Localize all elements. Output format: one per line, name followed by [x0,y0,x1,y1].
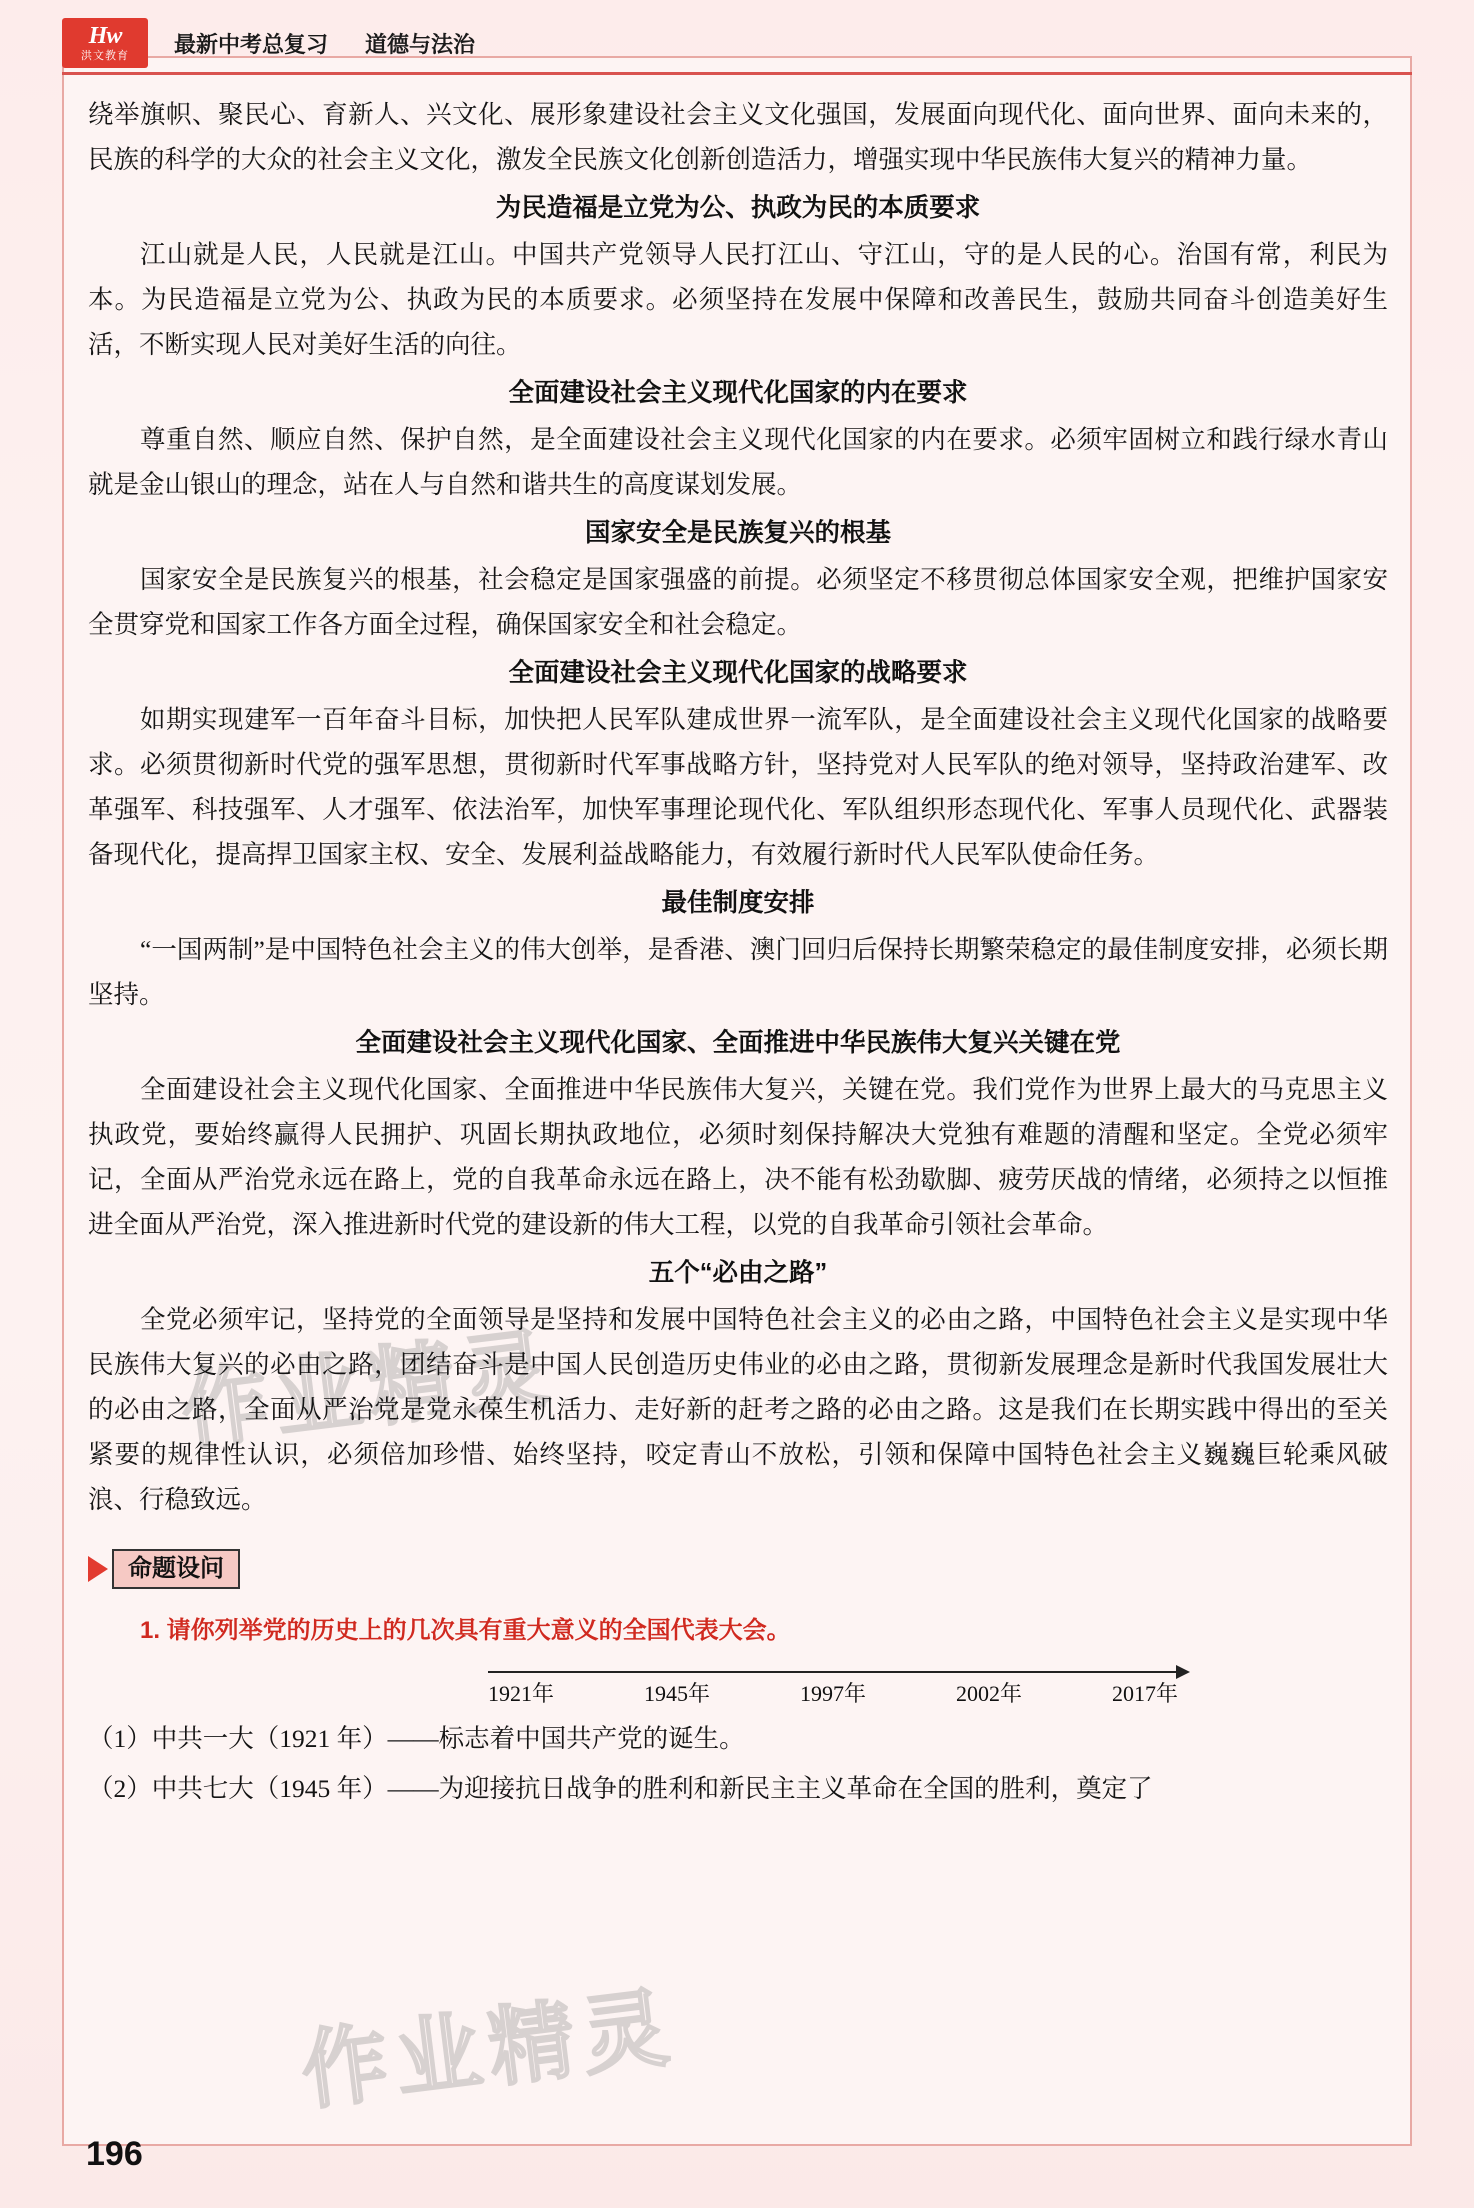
logo-main-text: Hw [88,23,122,49]
timeline-arrow-icon [1176,1665,1190,1679]
section-heading-3: 全面建设社会主义现代化国家的战略要求 [508,659,968,687]
timeline-axis [488,1671,1178,1673]
section-heading-1: 全面建设社会主义现代化国家的内在要求 [508,379,968,407]
page-content [88,92,1388,1811]
timeline [88,1653,1388,1711]
timeline-labels [488,1677,1178,1708]
section-heading-4: 最佳制度安排 [661,889,815,917]
publisher-logo [62,18,148,68]
section-text-4: “一国两制”是中国特色社会主义的伟大创举，是香港、澳门回归后保持长期繁荣稳定的最佳制度安排，必须长期坚持。 [88,935,1388,1009]
question-banner [88,1548,1388,1590]
section-heading-0: 为民造福是立党为公、执政为民的本质要求 [495,194,981,222]
header-title [174,28,475,59]
question-text: 1. 请你列举党的历史上的几次具有重大意义的全国代表大会。 [140,1617,791,1644]
header-title-left: 最新中考总复习 [174,31,329,57]
section-text-2: 国家安全是民族复兴的根基，社会稳定是国家强盛的前提。必须坚定不移贯彻总体国家安全观，把维护国家安全贯穿党和国家工作各方面全过程，确保国家安全和社会稳定。 [88,565,1388,639]
page-number: 196 [86,2135,143,2173]
answer-item-0: （1）中共一大（1921 年）——标志着中国共产党的诞生。 [88,1724,745,1753]
timeline-label-2: 1997年 [799,1681,866,1706]
section-text-1: 尊重自然、顺应自然、保护自然，是全面建设社会主义现代化国家的内在要求。必须牢固树立和践行绿水青山就是金山银山的理念，站在人与自然和谐共生的高度谋划发展。 [88,425,1388,499]
intro-paragraph: 绕举旗帜、聚民心、育新人、兴文化、展形象建设社会主义文化强国，发展面向现代化、面向世界、面向未来的，民族的科学的大众的社会主义文化，激发全民族文化创新创造活力，增强实现中华民族伟大复兴的精神力量。 [88,100,1388,174]
section-text-3: 如期实现建军一百年奋斗目标，加快把人民军队建成世界一流军队，是全面建设社会主义现代化国家的战略要求。必须贯彻新时代党的强军思想，贯彻新时代军事战略方针，坚持党对人民军队的绝对领导，坚持政治建军、改革强军、科技强军、人才强军、依法治军，加快军事理论现代化、军队组织形态现代化、军事人员现代化、武器装备现代化，提高捍卫国家主权、安全、发展利益战略能力，有效履行新时代人民军队使命任务。 [88,705,1388,869]
section-heading-2: 国家安全是民族复兴的根基 [584,519,891,547]
logo-sub-text: 洪文教育 [81,50,129,62]
timeline-label-4: 2017年 [1111,1681,1178,1706]
timeline-label-3: 2002年 [955,1681,1022,1706]
header-title-right: 道德与法治 [365,31,476,57]
timeline-label-1: 1945年 [643,1681,710,1706]
question-banner-label: 命题设问 [112,1549,240,1589]
answer-item-1: （2）中共七大（1945 年）——为迎接抗日战争的胜利和新民主主义革命在全国的胜利，奠定了 [88,1774,1153,1803]
page-header [62,14,1412,72]
header-divider [62,72,1412,75]
arrow-icon [88,1556,108,1582]
timeline-label-0: 1921年 [488,1681,555,1706]
section-heading-5: 全面建设社会主义现代化国家、全面推进中华民族伟大复兴关键在党 [355,1029,1121,1057]
section-text-6: 全党必须牢记，坚持党的全面领导是坚持和发展中国特色社会主义的必由之路，中国特色社会主义是实现中华民族伟大复兴的必由之路，团结奋斗是中国人民创造历史伟业的必由之路，贯彻新发展理念是新时代我国发展壮大的必由之路，全面从严治党是党永葆生机活力、走好新的赶考之路的必由之路。这是我们在长期实践中得出的至关紧要的规律性认识，必须倍加珍惜、始终坚持，咬定青山不放松，引领和保障中国特色社会主义巍巍巨轮乘风破浪、行稳致远。 [88,1305,1388,1514]
section-text-0: 江山就是人民，人民就是江山。中国共产党领导人民打江山、守江山，守的是人民的心。治国有常，利民为本。为民造福是立党为公、执政为民的本质要求。必须坚持在发展中保障和改善民生，鼓励共同奋斗创造美好生活，不断实现人民对美好生活的向往。 [88,240,1388,359]
section-text-5: 全面建设社会主义现代化国家、全面推进中华民族伟大复兴，关键在党。我们党作为世界上最大的马克思主义执政党，要始终赢得人民拥护、巩固长期执政地位，必须时刻保持解决大党独有难题的清醒和坚定。全党必须牢记，全面从严治党永远在路上，党的自我革命永远在路上，决不能有松劲歇脚、疲劳厌战的情绪，必须持之以恒推进全面从严治党，深入推进新时代党的建设新的伟大工程，以党的自我革命引领社会革命。 [88,1075,1388,1239]
section-heading-6: 五个“必由之路” [648,1259,828,1287]
